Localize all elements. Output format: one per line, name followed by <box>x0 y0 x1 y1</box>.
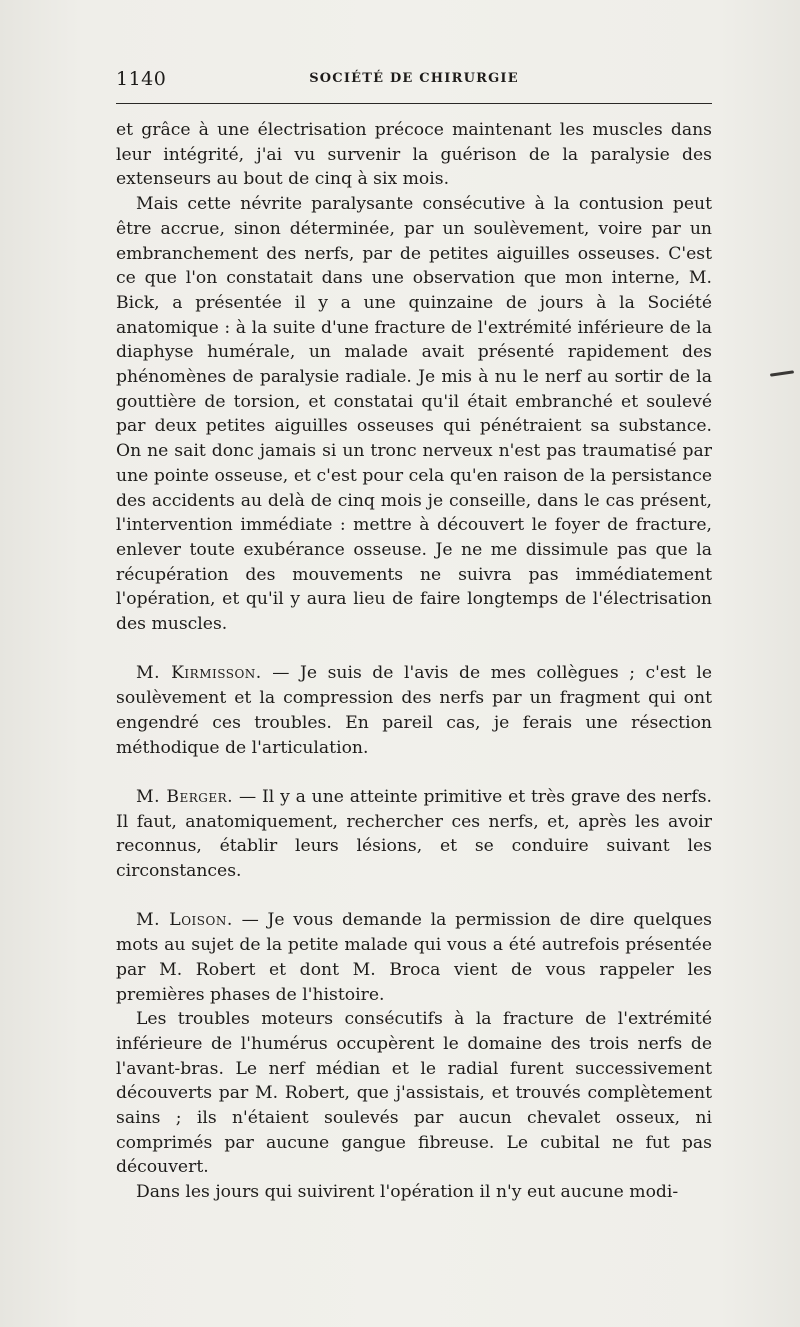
speaker-name: M. Kirmisson. <box>136 663 262 684</box>
speech-text: — Je vous demande la permission de dire quelques mots au sujet de la petite malade qui vous a été autrefois présentée par M. Robert et dont M. Broca vient de vous rappeler les premières phases de l'histoire. <box>116 910 712 1005</box>
header-rule <box>116 103 712 104</box>
page-number: 1140 <box>116 68 167 90</box>
body-text <box>116 118 712 1205</box>
speech-text: — Je suis de l'avis de mes collègues ; c'est le soulèvement et la compression des nerfs par un fragment qui ont engendré ces troubles. En pareil cas, je ferais une résection méthodique de l'articulation. <box>116 663 712 758</box>
speech-text: — Il y a une atteinte primitive et très grave des nerfs. Il faut, anatomiquement, rechercher ces nerfs, et, après les avoir reconnus, établir leurs lésions, et se conduire suivant les circonstances. <box>116 786 712 882</box>
speech-loison <box>116 908 712 1007</box>
margin-mark <box>770 370 794 376</box>
paragraph-troubles: Les troubles moteurs consécutifs à la fracture de l'extrémité inférieure de l'humérus occupèrent le domaine des trois nerfs de l'avant-bras. Le nerf médian et le radial furent successivement découverts par M. Robert, que j'assistais, et trouvés complètement sains ; ils n'étaient soulevés par aucun chevalet osseux, ni comprimés par aucune gangue fibreuse. Le cubital ne fut pas découvert. <box>116 1009 712 1178</box>
paragraph-final: Dans les jours qui suivirent l'opération il n'y eut aucune modi- <box>136 1182 679 1203</box>
running-head: SOCIÉTÉ DE CHIRURGIE <box>309 71 519 86</box>
paragraph-continuation: et grâce à une électrisation précoce maintenant les muscles dans leur intégrité, j'ai vu survenir la guérison de la paralysie des extenseurs au bout de cinq à six mois. <box>116 120 712 190</box>
speaker-name: M. Loison. <box>136 910 233 931</box>
speech-berger <box>116 785 712 884</box>
speaker-name: M. Berger. <box>136 786 234 807</box>
paragraph-nevrite: Mais cette névrite paralysante consécutive à la contusion peut être accrue, sinon déterminée, par un soulèvement, voire par un embranchement des nerfs, par de petites aiguilles osseuses. C'est ce que l'on constatait dans une observation que mon interne, M. Bick, a présentée il y a une quinzaine de jours à la Société anatomique : à la suite d'une fracture de l'extrémité inférieure de la diaphyse humérale, un malade avait présenté rapidement des phénomènes de paralysie radiale. Je mis à nu le nerf au sortir de la gouttière de torsion, et constatai qu'il était embranché et soulevé par deux petites aiguilles osseuses qui pénétraient sa substance. On ne sait donc jamais si un tronc nerveux n'est pas traumatisé par une pointe osseuse, et c'est pour cela qu'en raison de la persistance des accidents au delà de cinq mois je conseille, dans le cas présent, l'intervention immédiate : mettre à découvert le foyer de fracture, enlever toute exubérance osseuse. Je ne me dissimule pas que la récupération des mouvements ne suivra pas immédiatement l'opération, et qu'il y aura lieu de faire longtemps de l'électrisation des muscles. <box>116 194 712 635</box>
speech-kirmisson <box>116 661 712 760</box>
page-header <box>116 68 712 94</box>
